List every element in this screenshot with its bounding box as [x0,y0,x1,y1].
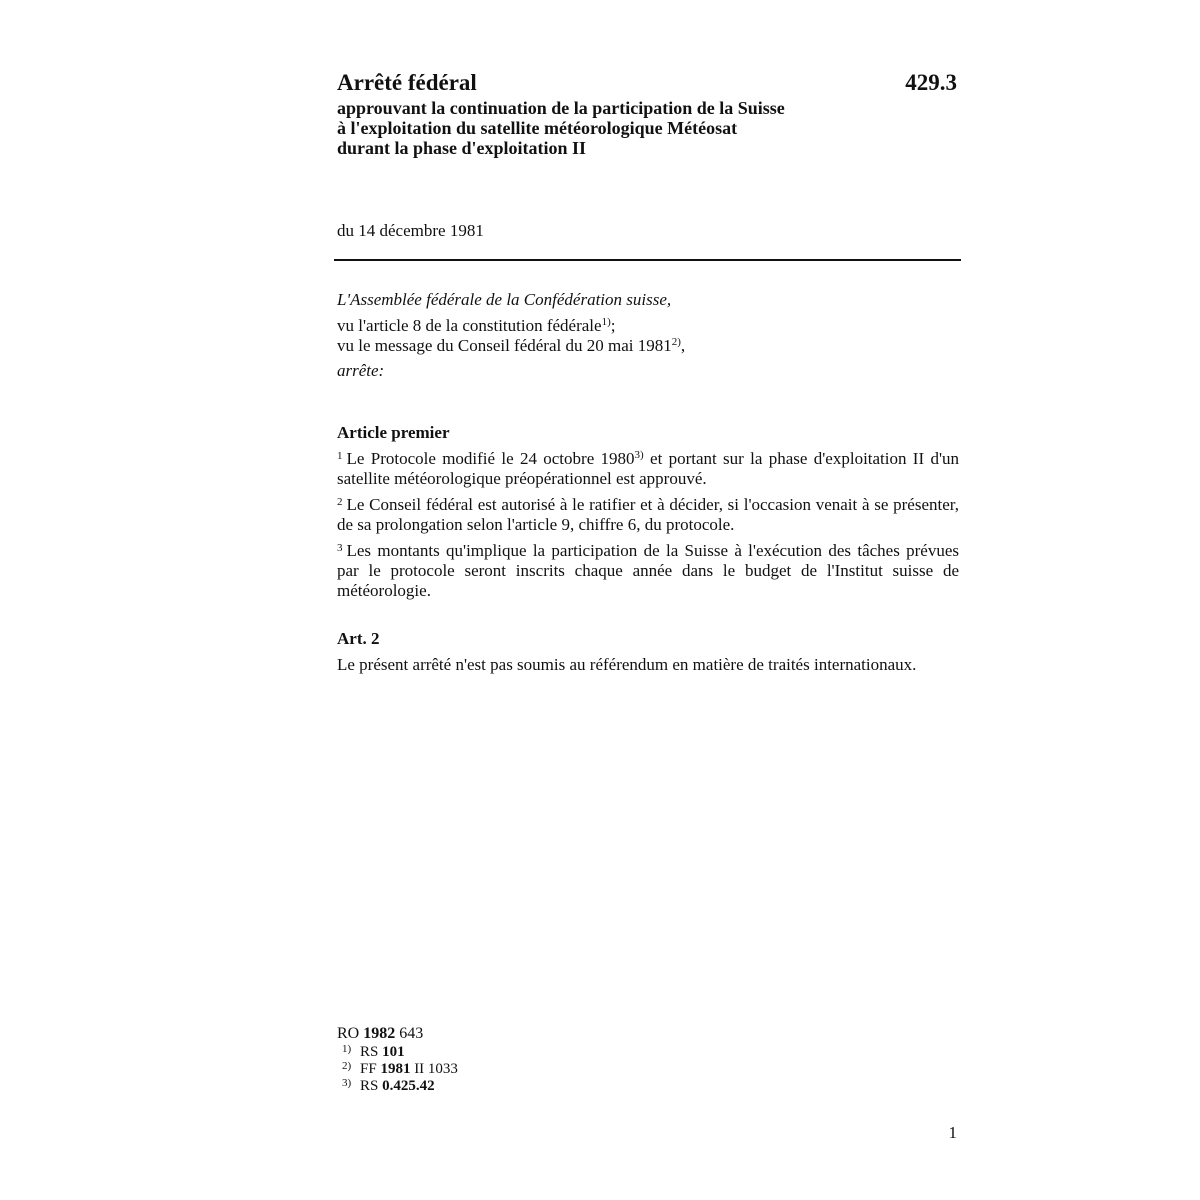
paragraph-text: Les montants qu'implique la participation de la Suisse à l'exécution des tâches prévues par le protocole seront inscrits chaque année dans le budget de l'Institut suisse de météorologie. [337,541,959,600]
ro-year: 1982 [363,1025,396,1042]
footnote-ref: 1) [601,316,611,328]
footnote-prefix: RS [360,1078,379,1094]
article-1-heading: Article premier [337,423,450,442]
preamble-line-end: , [680,336,686,355]
preamble [337,290,959,381]
articles [337,423,959,681]
paragraph-text: Le Protocole modifié le 24 octobre 1980 [346,449,635,468]
document-date: du 14 décembre 1981 [337,221,484,240]
paragraph-number: 3 [337,542,343,554]
footnote-bold: 101 [382,1044,405,1060]
official-collection-reference [337,1025,458,1042]
footnote-ref: 2) [671,336,681,348]
footnote-prefix: FF [360,1061,377,1077]
preamble-decides: arrête: [337,361,385,380]
footnote-rest: II 1033 [410,1061,458,1077]
classification-number: 429.3 [905,70,957,95]
preamble-line-text: vu l'article 8 de la constitution fédérale [337,316,602,335]
page-number: 1 [948,1123,957,1142]
document-page [337,0,959,1200]
preamble-line [337,336,959,356]
subtitle-line: à l'exploitation du satellite météorologique Météosat [337,118,738,138]
paragraph-text: et portant sur la phase d'exploitation II d'un satellite météorologique préopérationnel est approuvé. [337,449,960,488]
paragraph-text: Le Conseil fédéral est autorisé à le ratifier et à décider, si l'occasion venait à se présenter, de sa prolongation selon l'article 9, chiffre 6, du protocole. [337,495,959,534]
preamble-assembly: L'Assemblée fédérale de la Confédération suisse, [337,290,672,309]
footnote-item: 1) RS 101 [342,1043,405,1060]
subtitle-line: approuvant la continuation de la participation de la Suisse [337,98,785,118]
subtitle-line: durant la phase d'exploitation II [337,138,587,158]
footnote-prefix: RS [360,1044,379,1060]
article-1-paragraph-1 [337,449,959,489]
preamble-line-text: vu le message du Conseil fédéral du 20 mai 1981 [337,336,672,355]
document-title: Arrêté fédéral [337,70,477,95]
paragraph-number: 2 [337,496,343,508]
footnote-item: 3) RS 0.425.42 [342,1077,435,1094]
header-divider [334,259,961,261]
footnotes [337,1025,458,1095]
document-subtitle [337,98,897,158]
preamble-line-end: ; [610,316,616,335]
article-1-paragraph-2 [337,495,959,535]
paragraph-number: 1 [337,450,343,462]
footnote-item: 2) FF 1981 II 1033 [342,1060,458,1077]
ro-page: 643 [399,1025,424,1042]
article-2-heading: Art. 2 [337,629,380,648]
preamble-line [337,316,959,336]
ro-prefix: RO [337,1025,360,1042]
footnote-bold: 0.425.42 [382,1078,435,1094]
article-1-paragraph-3 [337,541,959,601]
footnote-bold: 1981 [380,1061,411,1077]
footnote-ref: 3) [634,449,644,461]
article-2-paragraph: Le présent arrêté n'est pas soumis au référendum en matière de traités internationaux. [337,655,917,674]
